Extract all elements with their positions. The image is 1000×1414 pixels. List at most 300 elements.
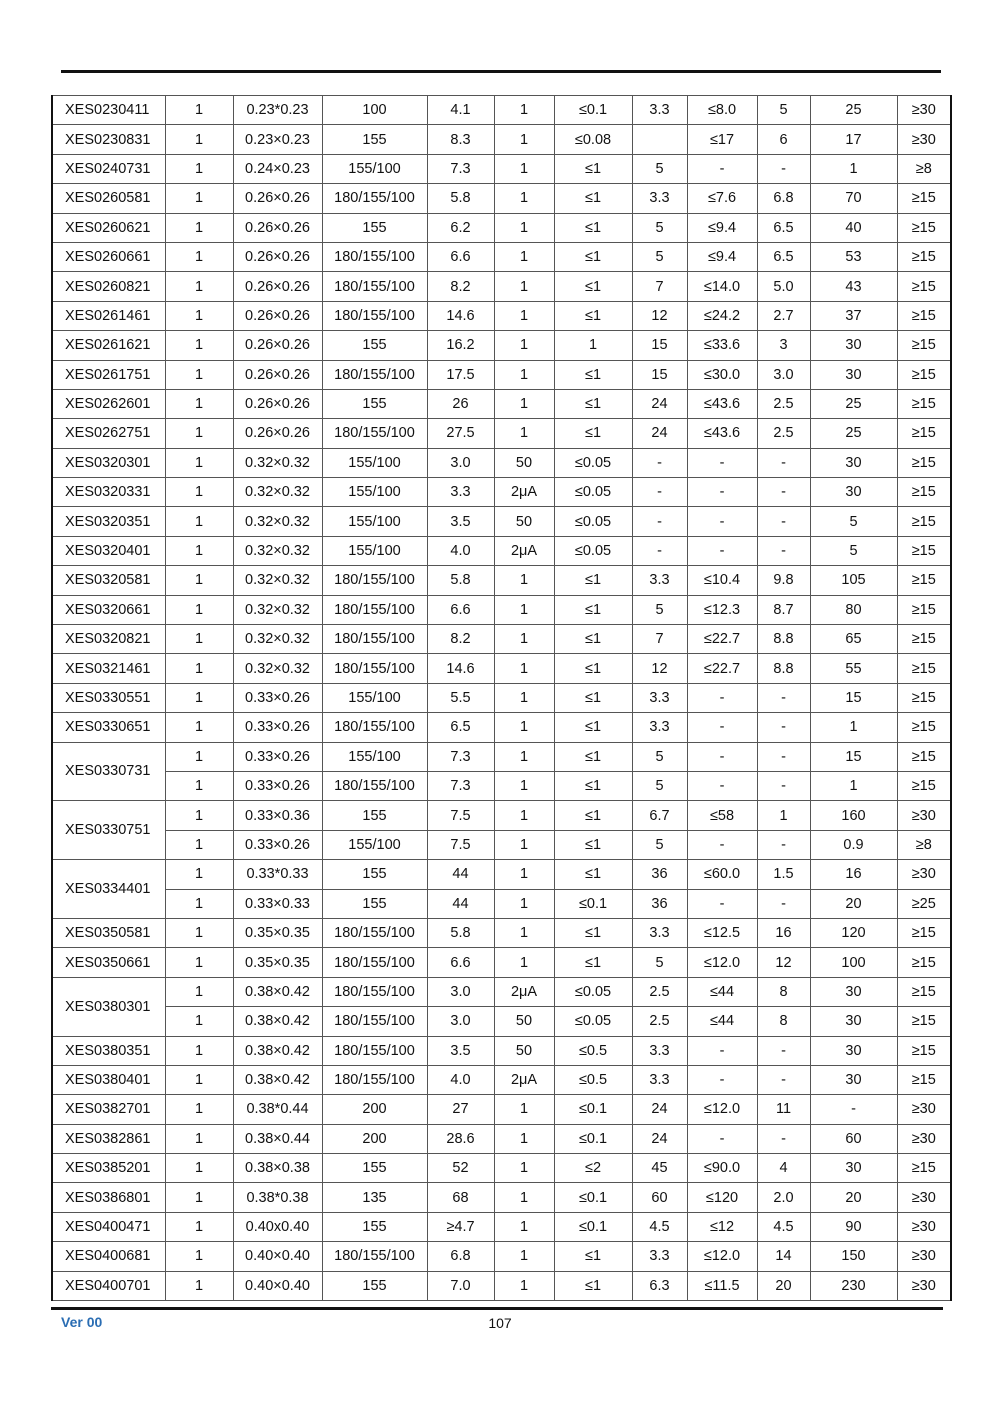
table-cell: 16.2 [427, 331, 494, 360]
table-row [52, 742, 951, 771]
table-cell: ≤1 [554, 419, 632, 448]
table-row [52, 272, 951, 301]
table-cell: ≤1 [554, 948, 632, 977]
table-cell: 60 [810, 1124, 897, 1153]
table-cell: 1 [165, 154, 233, 183]
table-cell: 1.5 [757, 860, 810, 889]
table-cell: 20 [810, 1183, 897, 1212]
table-cell: ≥15 [897, 184, 951, 213]
table-cell: 1 [494, 801, 554, 830]
table-cell: 44 [427, 889, 494, 918]
table-cell: ≥15 [897, 771, 951, 800]
table-cell: 27 [427, 1095, 494, 1124]
table-cell: 2.5 [632, 1007, 687, 1036]
table-cell: 25 [810, 419, 897, 448]
table-cell: 1 [494, 1095, 554, 1124]
table-cell: ≥4.7 [427, 1212, 494, 1241]
table-cell: 6.8 [427, 1242, 494, 1271]
model-cell: XES0320401 [52, 536, 165, 565]
table-cell: ≥30 [897, 1095, 951, 1124]
table-cell: 80 [810, 595, 897, 624]
table-cell: 0.40×0.40 [233, 1271, 322, 1300]
table-cell: 27.5 [427, 419, 494, 448]
table-cell: 14.6 [427, 654, 494, 683]
table-cell: ≥15 [897, 478, 951, 507]
version-label: Ver 00 [61, 1314, 103, 1330]
table-cell: ≤0.05 [554, 536, 632, 565]
table-cell: 11 [757, 1095, 810, 1124]
table-cell: ≥30 [897, 1183, 951, 1212]
table-cell: ≤1 [554, 301, 632, 330]
table-cell: ≤1 [554, 566, 632, 595]
table-cell: 6.5 [427, 713, 494, 742]
table-cell: 160 [810, 801, 897, 830]
table-cell: 155 [322, 889, 427, 918]
table-cell: 20 [757, 1271, 810, 1300]
table-cell: 4.0 [427, 1065, 494, 1094]
table-cell: 120 [810, 918, 897, 947]
table-cell: 0.32×0.32 [233, 507, 322, 536]
table-cell: ≥15 [897, 595, 951, 624]
table-cell: 6.5 [757, 213, 810, 242]
table-cell [632, 125, 687, 154]
table-cell: 0.32×0.32 [233, 566, 322, 595]
table-cell: ≤12.3 [687, 595, 757, 624]
table-cell: 0.26×0.26 [233, 301, 322, 330]
table-cell: 155/100 [322, 536, 427, 565]
table-cell: 1 [165, 1124, 233, 1153]
table-cell: ≥15 [897, 301, 951, 330]
table-cell: 1 [165, 184, 233, 213]
table-cell: 7.5 [427, 830, 494, 859]
table-cell: ≤1 [554, 654, 632, 683]
table-cell: 1 [165, 1007, 233, 1036]
table-cell: 8.2 [427, 272, 494, 301]
table-row [52, 918, 951, 947]
table-cell: 1 [494, 184, 554, 213]
table-cell: ≥15 [897, 948, 951, 977]
model-cell: XES0350661 [52, 948, 165, 977]
table-cell: ≥15 [897, 536, 951, 565]
table-cell: - [687, 1124, 757, 1153]
table-cell: 1 [757, 801, 810, 830]
table-cell: 6.3 [632, 1271, 687, 1300]
table-cell: - [687, 889, 757, 918]
table-cell: 3 [757, 331, 810, 360]
table-cell: 36 [632, 860, 687, 889]
table-cell: 1 [494, 1242, 554, 1271]
table-cell: 2μA [494, 977, 554, 1006]
table-cell: 155/100 [322, 742, 427, 771]
table-cell: ≤1 [554, 625, 632, 654]
table-cell: 3.0 [427, 977, 494, 1006]
table-cell: 0.33×0.26 [233, 713, 322, 742]
table-row [52, 96, 951, 125]
table-cell: 105 [810, 566, 897, 595]
table-cell: ≤10.4 [687, 566, 757, 595]
table-row [52, 1271, 951, 1300]
table-row [52, 125, 951, 154]
table-cell: ≤43.6 [687, 389, 757, 418]
table-cell: ≤1 [554, 860, 632, 889]
table-cell: ≤0.5 [554, 1065, 632, 1094]
table-cell: 230 [810, 1271, 897, 1300]
table-cell: ≤1 [554, 1242, 632, 1271]
table-cell: - [687, 507, 757, 536]
table-cell: 1 [165, 331, 233, 360]
table-cell: 1 [494, 595, 554, 624]
table-cell: 0.26×0.26 [233, 419, 322, 448]
table-cell: 0.26×0.26 [233, 389, 322, 418]
table-cell: 1 [165, 683, 233, 712]
table-cell: 1 [165, 125, 233, 154]
table-cell: 1 [165, 213, 233, 242]
model-cell: XES0385201 [52, 1154, 165, 1183]
table-cell: 7.3 [427, 154, 494, 183]
table-cell: ≤9.4 [687, 213, 757, 242]
table-cell: 180/155/100 [322, 977, 427, 1006]
table-row [52, 478, 951, 507]
table-cell: - [687, 154, 757, 183]
table-cell: - [687, 1036, 757, 1065]
table-cell: 3.3 [632, 1242, 687, 1271]
table-row [52, 242, 951, 271]
table-cell: 200 [322, 1124, 427, 1153]
table-cell: ≤1 [554, 595, 632, 624]
model-cell: XES0386801 [52, 1183, 165, 1212]
table-cell: 24 [632, 1095, 687, 1124]
table-row [52, 713, 951, 742]
table-row [52, 654, 951, 683]
table-cell: 155/100 [322, 507, 427, 536]
table-cell: 1 [494, 96, 554, 125]
table-cell: 180/155/100 [322, 1065, 427, 1094]
table-cell: 15 [632, 331, 687, 360]
table-cell: - [687, 536, 757, 565]
table-cell: 45 [632, 1154, 687, 1183]
table-cell: 12 [757, 948, 810, 977]
table-cell: 1 [494, 125, 554, 154]
table-cell: ≤1 [554, 801, 632, 830]
table-cell: ≤0.05 [554, 1007, 632, 1036]
table-cell: 15 [632, 360, 687, 389]
table-cell: 7 [632, 625, 687, 654]
table-cell: ≥30 [897, 860, 951, 889]
table-cell: 1 [494, 154, 554, 183]
table-cell: ≤1 [554, 272, 632, 301]
model-cell: XES0382861 [52, 1124, 165, 1153]
table-cell: ≤24.2 [687, 301, 757, 330]
table-row [52, 889, 951, 918]
table-row [52, 801, 951, 830]
table-cell: 155 [322, 125, 427, 154]
table-cell: 1 [165, 389, 233, 418]
table-cell: 6.8 [757, 184, 810, 213]
table-cell: - [757, 830, 810, 859]
table-cell: 180/155/100 [322, 948, 427, 977]
model-cell: XES0261751 [52, 360, 165, 389]
table-cell: ≥15 [897, 566, 951, 595]
table-cell: 180/155/100 [322, 713, 427, 742]
model-cell: XES0382701 [52, 1095, 165, 1124]
table-cell: 180/155/100 [322, 419, 427, 448]
table-cell: 30 [810, 478, 897, 507]
table-cell: - [687, 478, 757, 507]
table-cell: ≤22.7 [687, 654, 757, 683]
table-cell: 1 [165, 1154, 233, 1183]
table-cell: 1 [494, 419, 554, 448]
table-row [52, 771, 951, 800]
table-row [52, 1154, 951, 1183]
table-row [52, 536, 951, 565]
table-cell: - [757, 771, 810, 800]
table-cell: 0.32×0.32 [233, 448, 322, 477]
table-row [52, 389, 951, 418]
table-cell: 1 [494, 830, 554, 859]
table-cell: 3.3 [632, 1036, 687, 1065]
table-row [52, 566, 951, 595]
table-cell: 2μA [494, 536, 554, 565]
table-cell: ≤7.6 [687, 184, 757, 213]
table-cell: 1 [494, 1212, 554, 1241]
model-cell: XES0400681 [52, 1242, 165, 1271]
table-cell: ≤0.1 [554, 1183, 632, 1212]
table-cell: - [632, 536, 687, 565]
table-cell: 8.8 [757, 625, 810, 654]
table-cell: ≤1 [554, 742, 632, 771]
table-cell: 0.38×0.38 [233, 1154, 322, 1183]
table-cell: 3.3 [632, 184, 687, 213]
table-cell: 16 [810, 860, 897, 889]
table-row [52, 1183, 951, 1212]
table-cell: 53 [810, 242, 897, 271]
table-cell: 24 [632, 419, 687, 448]
table-cell: 155 [322, 1154, 427, 1183]
table-cell: 1 [165, 419, 233, 448]
table-cell: 1 [494, 301, 554, 330]
table-cell: ≤14.0 [687, 272, 757, 301]
table-cell: ≤0.05 [554, 507, 632, 536]
table-cell: 100 [810, 948, 897, 977]
table-cell: 0.38×0.44 [233, 1124, 322, 1153]
model-cell: XES0320821 [52, 625, 165, 654]
table-cell: 3.5 [427, 1036, 494, 1065]
table-cell: ≥15 [897, 242, 951, 271]
table-cell: ≤11.5 [687, 1271, 757, 1300]
table-cell: ≤90.0 [687, 1154, 757, 1183]
table-cell: 1 [165, 654, 233, 683]
table-cell: ≤0.05 [554, 977, 632, 1006]
table-cell: ≥15 [897, 713, 951, 742]
table-cell: ≤0.5 [554, 1036, 632, 1065]
model-cell: XES0261621 [52, 331, 165, 360]
table-cell: 6 [757, 125, 810, 154]
table-cell: 180/155/100 [322, 1007, 427, 1036]
table-row [52, 1124, 951, 1153]
table-cell: 180/155/100 [322, 1242, 427, 1271]
table-cell: 1 [165, 918, 233, 947]
table-cell: 5 [632, 213, 687, 242]
table-cell: 1 [494, 918, 554, 947]
table-cell: 0.35×0.35 [233, 948, 322, 977]
table-cell: 1 [494, 948, 554, 977]
table-cell: ≥15 [897, 331, 951, 360]
table-cell: 1 [165, 448, 233, 477]
table-cell: 65 [810, 625, 897, 654]
table-cell: 0.32×0.32 [233, 654, 322, 683]
table-cell: 4 [757, 1154, 810, 1183]
table-cell: 0.23*0.23 [233, 96, 322, 125]
table-cell: 5.8 [427, 566, 494, 595]
table-cell: 17.5 [427, 360, 494, 389]
table-cell: 50 [494, 1036, 554, 1065]
table-cell: 3.3 [632, 683, 687, 712]
table-cell: 5 [632, 830, 687, 859]
table-cell: 1 [165, 242, 233, 271]
table-cell: - [757, 742, 810, 771]
table-row [52, 507, 951, 536]
table-cell: - [687, 830, 757, 859]
model-cell: XES0330751 [52, 801, 165, 860]
table-cell: 155 [322, 389, 427, 418]
model-cell: XES0320301 [52, 448, 165, 477]
table-cell: 0.26×0.26 [233, 213, 322, 242]
model-cell: XES0320351 [52, 507, 165, 536]
table-cell: 1 [165, 507, 233, 536]
model-cell: XES0350581 [52, 918, 165, 947]
table-cell: 5 [632, 742, 687, 771]
table-cell: ≤12.0 [687, 1095, 757, 1124]
table-cell: ≥15 [897, 213, 951, 242]
table-cell: ≥15 [897, 360, 951, 389]
model-cell: XES0334401 [52, 860, 165, 919]
table-cell: 3.3 [632, 96, 687, 125]
table-cell: - [687, 683, 757, 712]
table-cell: - [810, 1095, 897, 1124]
table-cell: 1 [165, 830, 233, 859]
table-cell: 1 [810, 154, 897, 183]
table-cell: 0.33×0.26 [233, 683, 322, 712]
table-cell: ≤1 [554, 918, 632, 947]
table-cell: ≤0.1 [554, 1212, 632, 1241]
table-cell: 90 [810, 1212, 897, 1241]
table-cell: ≥15 [897, 1036, 951, 1065]
table-cell: 2.5 [632, 977, 687, 1006]
table-cell: - [757, 889, 810, 918]
table-cell: 36 [632, 889, 687, 918]
table-cell: 6.6 [427, 242, 494, 271]
table-cell: ≤0.08 [554, 125, 632, 154]
table-cell: 3.3 [427, 478, 494, 507]
table-cell: 0.33×0.26 [233, 742, 322, 771]
table-cell: ≥8 [897, 830, 951, 859]
table-cell: 5 [632, 771, 687, 800]
table-row [52, 948, 951, 977]
table-cell: ≤1 [554, 713, 632, 742]
table-cell: ≥15 [897, 977, 951, 1006]
table-cell: 1 [494, 1271, 554, 1300]
table-cell: ≥15 [897, 625, 951, 654]
table-cell: 1 [165, 1095, 233, 1124]
table-cell: 1 [494, 742, 554, 771]
table-cell: 1 [494, 1183, 554, 1212]
table-cell: ≤30.0 [687, 360, 757, 389]
model-cell: XES0260661 [52, 242, 165, 271]
table-cell: ≥30 [897, 96, 951, 125]
table-cell: ≤43.6 [687, 419, 757, 448]
model-cell: XES0261461 [52, 301, 165, 330]
table-cell: ≥15 [897, 507, 951, 536]
table-cell: 9.8 [757, 566, 810, 595]
table-cell: 1 [494, 683, 554, 712]
model-cell: XES0380301 [52, 977, 165, 1036]
table-cell: 0.26×0.26 [233, 331, 322, 360]
table-cell: 24 [632, 1124, 687, 1153]
table-cell: 5 [757, 96, 810, 125]
table-cell: 155/100 [322, 478, 427, 507]
model-cell: XES0260821 [52, 272, 165, 301]
model-cell: XES0400471 [52, 1212, 165, 1241]
table-cell: 1 [165, 889, 233, 918]
table-cell: 155 [322, 213, 427, 242]
table-cell: 0.38*0.38 [233, 1183, 322, 1212]
table-cell: 0.26×0.26 [233, 242, 322, 271]
table-cell: 12 [632, 301, 687, 330]
table-cell: 1 [165, 948, 233, 977]
table-cell: ≥15 [897, 918, 951, 947]
table-cell: ≤12 [687, 1212, 757, 1241]
table-cell: 8 [757, 1007, 810, 1036]
table-cell: 0.33×0.26 [233, 771, 322, 800]
table-cell: 0.33×0.33 [233, 889, 322, 918]
table-cell: 155 [322, 801, 427, 830]
table-cell: ≥15 [897, 654, 951, 683]
table-cell: 40 [810, 213, 897, 242]
table-cell: ≤1 [554, 683, 632, 712]
table-cell: 2.5 [757, 389, 810, 418]
table-cell: ≥8 [897, 154, 951, 183]
table-cell: 1 [494, 713, 554, 742]
table-cell: 5 [632, 948, 687, 977]
table-cell: 8.7 [757, 595, 810, 624]
table-row [52, 331, 951, 360]
table-cell: 5.0 [757, 272, 810, 301]
model-cell: XES0321461 [52, 654, 165, 683]
table-cell: 68 [427, 1183, 494, 1212]
table-cell: 6.6 [427, 948, 494, 977]
table-cell: - [687, 771, 757, 800]
table-cell: 1 [165, 1183, 233, 1212]
table-cell: 6.7 [632, 801, 687, 830]
model-cell: XES0380401 [52, 1065, 165, 1094]
table-cell: ≥15 [897, 389, 951, 418]
table-cell: 0.26×0.26 [233, 272, 322, 301]
table-row [52, 213, 951, 242]
table-cell: 180/155/100 [322, 625, 427, 654]
table-cell: 1 [165, 1065, 233, 1094]
table-cell: - [687, 713, 757, 742]
table-cell: 0.38×0.42 [233, 1036, 322, 1065]
table-row [52, 977, 951, 1006]
table-cell: 1 [494, 566, 554, 595]
table-cell: 4.5 [757, 1212, 810, 1241]
table-cell: 0.38×0.42 [233, 1007, 322, 1036]
table-cell: 2μA [494, 478, 554, 507]
table-cell: 1 [494, 889, 554, 918]
table-cell: 180/155/100 [322, 242, 427, 271]
table-cell: ≥30 [897, 1271, 951, 1300]
table-cell: 37 [810, 301, 897, 330]
